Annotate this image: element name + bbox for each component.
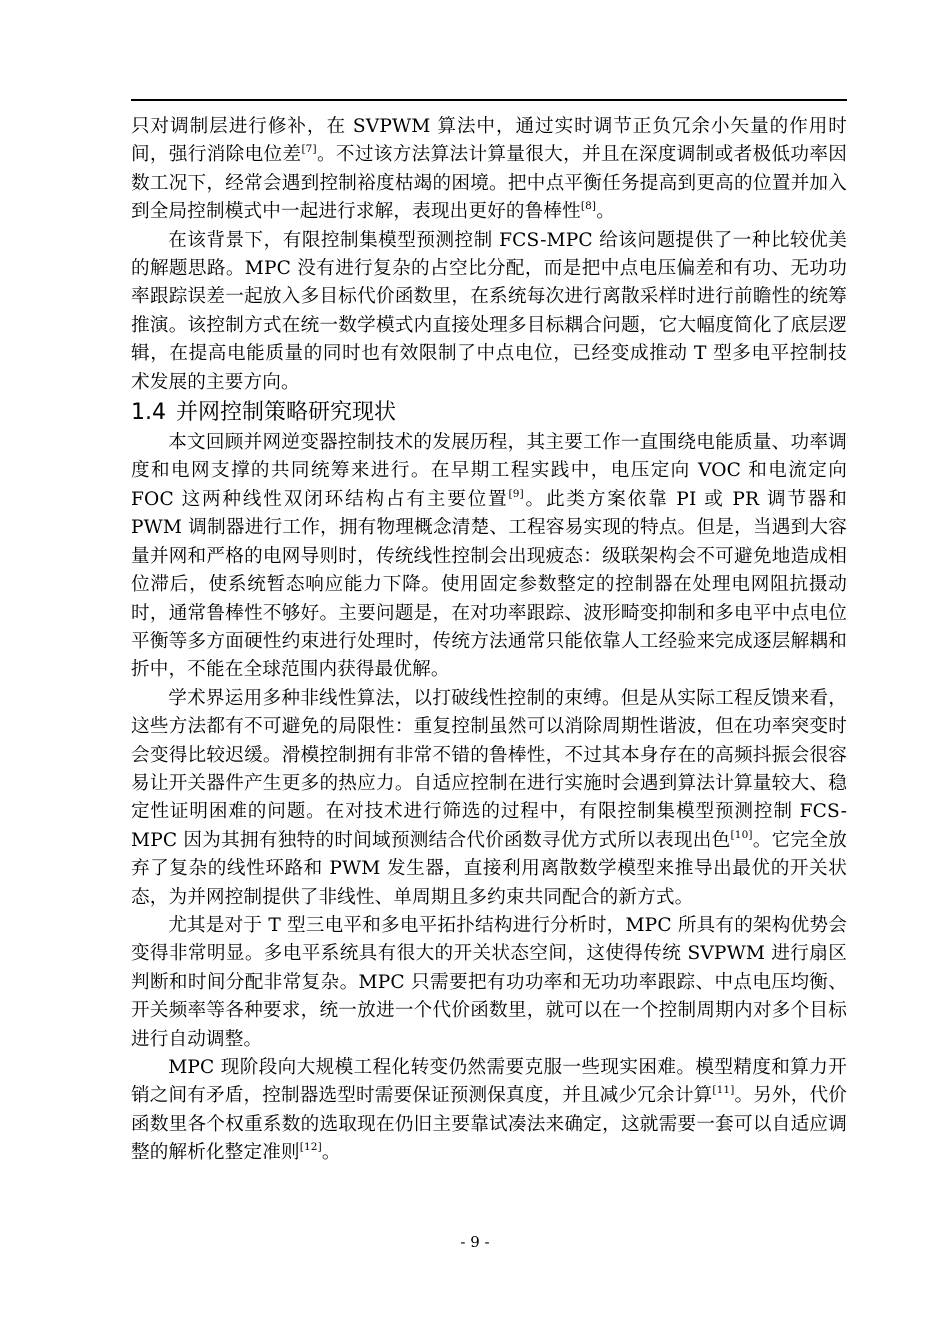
paragraph-text: 本文回顾并网逆变器控制技术的发展历程，其主要工作一直围绕电能质量、功率调度和电网支撑的共同统筹来进行。在早期工程实践中，电压定向 VOC 和电流定向 FOC 这两种线性双闭环结构占有主要位置 [131, 432, 847, 510]
body-text [131, 113, 847, 1168]
section-number: 1.4 [131, 400, 166, 426]
paragraph-text: 。 [596, 201, 615, 223]
citation-marker: [11] [712, 1084, 735, 1097]
citation-marker: [10] [730, 828, 753, 841]
paragraph [131, 113, 847, 227]
section-title: 并网控制策略研究现状 [176, 400, 397, 426]
paragraph-text: 学术界运用多种非线性算法，以打破线性控制的束缚。但是从实际工程反馈来看，这些方法都有不可避免的局限性：重复控制虽然可以消除周期性谐波，但在功率突变时会变得比较迟缓。滑模控制拥有非常不错的鲁棒性，不过其本身存在的高频抖振会很容易让开关器件产生更多的热应力。自适应控制在进行实施时会遇到算法计算量较大、稳定性证明困难的问题。在对技术进行筛选的过程中，有限控制集模型预测控制 FCS-MPC 因为其拥有独特的时间域预测结合代价函数寻优方式所以表现出色 [131, 687, 847, 851]
paragraph-text: 尤其是对于 T 型三电平和多电平拓扑结构进行分析时，MPC 所具有的架构优势会变得非常明显。多电平系统具有很大的开关状态空间，这使得传统 SVPWM 进行扇区判断和时间分配非常复杂。MPC 只需要把有功功率和无功功率跟踪、中点电压均衡、开关频率等各种要求，统一放进一个代价函数里，就可以在一个控制周期内对多个目标进行自动调整。 [131, 914, 847, 1050]
paragraph [131, 1054, 847, 1168]
paragraph [131, 685, 847, 912]
citation-marker: [9] [508, 487, 524, 500]
paragraph-text: MPC 现阶段向大规模工程化转变仍然需要克服一些现实困难。模型精度和算力开销之间有矛盾，控制器选型时需要保证预测保真度，并且减少冗余计算 [131, 1057, 847, 1107]
paragraph [131, 429, 847, 685]
paragraph-text: 。 [321, 1142, 341, 1164]
paragraph-text: 只对调制层进行修补，在 SVPWM 算法中，通过实时调节正负冗余小矢量的作用时间，强行消除电位差 [131, 116, 847, 166]
citation-marker: [12] [299, 1141, 322, 1154]
header-rule [131, 99, 847, 101]
citation-marker: [8] [580, 200, 597, 213]
paragraph [131, 912, 847, 1054]
page-number: - 9 - [460, 1233, 490, 1251]
paragraph-text: 。另外，代价函数里各个权重系数的选取现在仍旧主要靠试凑法来确定，这就需要一套可以自适应调整的解析化整定准则 [131, 1085, 847, 1164]
citation-marker: [7] [301, 143, 317, 156]
paragraph-text: 。此类方案依靠 PI 或 PR 调节器和 PWM 调制器进行工作，拥有物理概念清楚、工程容易实现的特点。但是，当遇到大容量并网和严格的电网导则时，传统线性控制会出现疲态：级联架构会不可避免地造成相位滞后，使系统暂态响应能力下降。使用固定参数整定的控制器在处理电网阻抗摄动时，通常鲁棒性不够好。主要问题是，在对功率跟踪、波形畸变抑制和多电平中点电位平衡等多方面硬性约束进行处理时，传统方法通常只能依靠人工经验来完成逐层解耦和折中，不能在全球范围内获得最优解。 [131, 488, 847, 681]
section-heading [131, 397, 847, 429]
paragraphs-after-section [131, 429, 847, 1168]
paragraph-text: 。不过该方法算法计算量很大，并且在深度调制或者极低功率因数工况下，经常会遇到控制裕度枯竭的困境。把中点平衡任务提高到更高的位置并加入到全局控制模式中一起进行求解，表现出更好的鲁棒性 [131, 144, 847, 223]
paragraphs-before-section [131, 113, 847, 397]
paragraph [131, 227, 847, 397]
paragraph-text: 。它完全放弃了复杂的线性环路和 PWM 发生器，直接利用离散数学模型来推导出最优的开关状态，为并网控制提供了非线性、单周期且多约束共同配合的新方式。 [131, 829, 847, 908]
paragraph-text: 在该背景下，有限控制集模型预测控制 FCS-MPC 给该问题提供了一种比较优美的解题思路。MPC 没有进行复杂的占空比分配，而是把中点电压偏差和有功、无功功率跟踪误差一起放入多目标代价函数里，在系统每次进行离散采样时进行前瞻性的统筹推演。该控制方式在统一数学模式内直接处理多目标耦合问题，它大幅度简化了底层逻辑，在提高电能质量的同时也有效限制了中点电位，已经变成推动 T 型多电平控制技术发展的主要方向。 [131, 229, 847, 393]
